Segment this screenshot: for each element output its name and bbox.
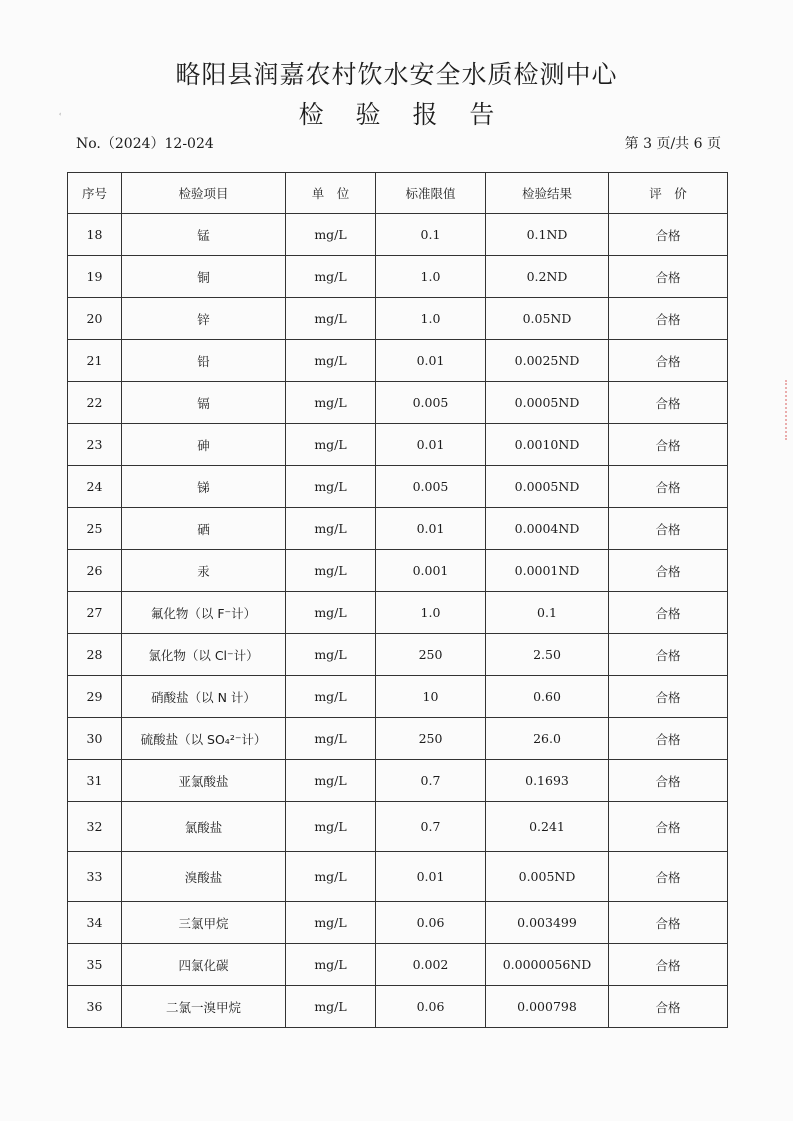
row-limit: 0.01 bbox=[376, 340, 486, 382]
row-limit: 1.0 bbox=[376, 298, 486, 340]
row-limit: 250 bbox=[376, 634, 486, 676]
row-limit: 0.005 bbox=[376, 466, 486, 508]
row-no: 24 bbox=[68, 466, 122, 508]
row-limit: 250 bbox=[376, 718, 486, 760]
row-eval: 合格 bbox=[609, 466, 728, 508]
row-limit: 0.1 bbox=[376, 214, 486, 256]
row-result: 0.0004ND bbox=[486, 508, 609, 550]
row-limit: 0.002 bbox=[376, 944, 486, 986]
row-result: 0.0005ND bbox=[486, 382, 609, 424]
row-no: 22 bbox=[68, 382, 122, 424]
row-no: 26 bbox=[68, 550, 122, 592]
row-limit: 0.001 bbox=[376, 550, 486, 592]
row-eval: 合格 bbox=[609, 424, 728, 466]
header-item: 检验项目 bbox=[122, 173, 286, 214]
table-header-row bbox=[68, 173, 728, 214]
row-eval: 合格 bbox=[609, 718, 728, 760]
row-eval: 合格 bbox=[609, 902, 728, 944]
row-limit: 0.06 bbox=[376, 986, 486, 1028]
row-no: 31 bbox=[68, 760, 122, 802]
row-result: 0.2ND bbox=[486, 256, 609, 298]
row-eval: 合格 bbox=[609, 592, 728, 634]
row-unit: mg/L bbox=[286, 256, 376, 298]
row-unit: mg/L bbox=[286, 802, 376, 852]
row-eval: 合格 bbox=[609, 214, 728, 256]
row-unit: mg/L bbox=[286, 592, 376, 634]
row-eval: 合格 bbox=[609, 256, 728, 298]
header-result: 检验结果 bbox=[486, 173, 609, 214]
row-result: 0.0001ND bbox=[486, 550, 609, 592]
row-item: 溴酸盐 bbox=[122, 852, 286, 902]
seal-edge bbox=[785, 380, 793, 440]
table-row bbox=[68, 424, 728, 466]
row-unit: mg/L bbox=[286, 986, 376, 1028]
row-limit: 0.01 bbox=[376, 424, 486, 466]
row-eval: 合格 bbox=[609, 340, 728, 382]
row-eval: 合格 bbox=[609, 852, 728, 902]
row-no: 29 bbox=[68, 676, 122, 718]
header-unit: 单 位 bbox=[286, 173, 376, 214]
results-table bbox=[67, 172, 728, 1028]
row-result: 0.1ND bbox=[486, 214, 609, 256]
row-result: 0.1 bbox=[486, 592, 609, 634]
row-item: 氯化物（以 Cl⁻计） bbox=[122, 634, 286, 676]
row-eval: 合格 bbox=[609, 298, 728, 340]
row-result: 0.05ND bbox=[486, 298, 609, 340]
row-unit: mg/L bbox=[286, 214, 376, 256]
row-limit: 1.0 bbox=[376, 592, 486, 634]
row-item: 锌 bbox=[122, 298, 286, 340]
table-row bbox=[68, 340, 728, 382]
row-result: 0.0010ND bbox=[486, 424, 609, 466]
table-row bbox=[68, 902, 728, 944]
row-eval: 合格 bbox=[609, 760, 728, 802]
row-eval: 合格 bbox=[609, 676, 728, 718]
row-result: 0.0000056ND bbox=[486, 944, 609, 986]
row-limit: 0.7 bbox=[376, 760, 486, 802]
row-unit: mg/L bbox=[286, 382, 376, 424]
row-unit: mg/L bbox=[286, 718, 376, 760]
table-row bbox=[68, 256, 728, 298]
row-item: 三氯甲烷 bbox=[122, 902, 286, 944]
row-unit: mg/L bbox=[286, 902, 376, 944]
row-item: 二氯一溴甲烷 bbox=[122, 986, 286, 1028]
row-unit: mg/L bbox=[286, 852, 376, 902]
row-limit: 0.01 bbox=[376, 508, 486, 550]
row-unit: mg/L bbox=[286, 466, 376, 508]
row-result: 0.005ND bbox=[486, 852, 609, 902]
table-row bbox=[68, 592, 728, 634]
row-limit: 0.06 bbox=[376, 902, 486, 944]
row-unit: mg/L bbox=[286, 676, 376, 718]
row-item: 铅 bbox=[122, 340, 286, 382]
scan-mark: ‹ bbox=[59, 111, 62, 118]
row-eval: 合格 bbox=[609, 986, 728, 1028]
row-no: 23 bbox=[68, 424, 122, 466]
row-item: 锰 bbox=[122, 214, 286, 256]
row-result: 0.0005ND bbox=[486, 466, 609, 508]
table-row bbox=[68, 508, 728, 550]
row-result: 0.60 bbox=[486, 676, 609, 718]
row-no: 28 bbox=[68, 634, 122, 676]
row-result: 26.0 bbox=[486, 718, 609, 760]
row-no: 21 bbox=[68, 340, 122, 382]
row-item: 硫酸盐（以 SO₄²⁻计） bbox=[122, 718, 286, 760]
table-row bbox=[68, 214, 728, 256]
row-eval: 合格 bbox=[609, 382, 728, 424]
row-item: 氟化物（以 F⁻计） bbox=[122, 592, 286, 634]
row-item: 四氯化碳 bbox=[122, 944, 286, 986]
row-eval: 合格 bbox=[609, 550, 728, 592]
row-result: 2.50 bbox=[486, 634, 609, 676]
report-title: 检 验 报 告 bbox=[298, 100, 507, 129]
row-item: 镉 bbox=[122, 382, 286, 424]
table-row bbox=[68, 718, 728, 760]
row-item: 亚氯酸盐 bbox=[122, 760, 286, 802]
table-row bbox=[68, 298, 728, 340]
row-limit: 0.01 bbox=[376, 852, 486, 902]
table-row bbox=[68, 676, 728, 718]
row-result: 0.003499 bbox=[486, 902, 609, 944]
row-eval: 合格 bbox=[609, 944, 728, 986]
row-no: 30 bbox=[68, 718, 122, 760]
row-result: 0.1693 bbox=[486, 760, 609, 802]
row-no: 36 bbox=[68, 986, 122, 1028]
row-unit: mg/L bbox=[286, 760, 376, 802]
row-no: 20 bbox=[68, 298, 122, 340]
row-limit: 10 bbox=[376, 676, 486, 718]
table-row bbox=[68, 466, 728, 508]
header-no: 序号 bbox=[68, 173, 122, 214]
header-limit: 标准限值 bbox=[376, 173, 486, 214]
table-row bbox=[68, 852, 728, 902]
row-no: 34 bbox=[68, 902, 122, 944]
organization-title: 略阳县润嘉农村饮水安全水质检测中心 bbox=[175, 60, 618, 89]
table-row bbox=[68, 802, 728, 852]
row-item: 锑 bbox=[122, 466, 286, 508]
row-no: 32 bbox=[68, 802, 122, 852]
row-item: 铜 bbox=[122, 256, 286, 298]
row-item: 汞 bbox=[122, 550, 286, 592]
row-no: 19 bbox=[68, 256, 122, 298]
row-no: 18 bbox=[68, 214, 122, 256]
table-row bbox=[68, 382, 728, 424]
row-item: 硒 bbox=[122, 508, 286, 550]
row-no: 27 bbox=[68, 592, 122, 634]
row-item: 氯酸盐 bbox=[122, 802, 286, 852]
header-eval: 评 价 bbox=[609, 173, 728, 214]
row-limit: 0.005 bbox=[376, 382, 486, 424]
row-result: 0.000798 bbox=[486, 986, 609, 1028]
row-result: 0.241 bbox=[486, 802, 609, 852]
row-eval: 合格 bbox=[609, 508, 728, 550]
table-row bbox=[68, 986, 728, 1028]
row-eval: 合格 bbox=[609, 634, 728, 676]
row-item: 砷 bbox=[122, 424, 286, 466]
row-unit: mg/L bbox=[286, 944, 376, 986]
table-row bbox=[68, 634, 728, 676]
row-unit: mg/L bbox=[286, 634, 376, 676]
row-unit: mg/L bbox=[286, 340, 376, 382]
report-number: No.（2024）12-024 bbox=[76, 136, 214, 152]
row-item: 硝酸盐（以 N 计） bbox=[122, 676, 286, 718]
table-row bbox=[68, 944, 728, 986]
table-row bbox=[68, 550, 728, 592]
row-eval: 合格 bbox=[609, 802, 728, 852]
table-row bbox=[68, 760, 728, 802]
row-unit: mg/L bbox=[286, 424, 376, 466]
row-limit: 0.7 bbox=[376, 802, 486, 852]
row-unit: mg/L bbox=[286, 550, 376, 592]
page-info: 第 3 页/共 6 页 bbox=[624, 136, 721, 152]
row-no: 35 bbox=[68, 944, 122, 986]
row-result: 0.0025ND bbox=[486, 340, 609, 382]
row-no: 33 bbox=[68, 852, 122, 902]
row-limit: 1.0 bbox=[376, 256, 486, 298]
row-unit: mg/L bbox=[286, 508, 376, 550]
row-no: 25 bbox=[68, 508, 122, 550]
row-unit: mg/L bbox=[286, 298, 376, 340]
